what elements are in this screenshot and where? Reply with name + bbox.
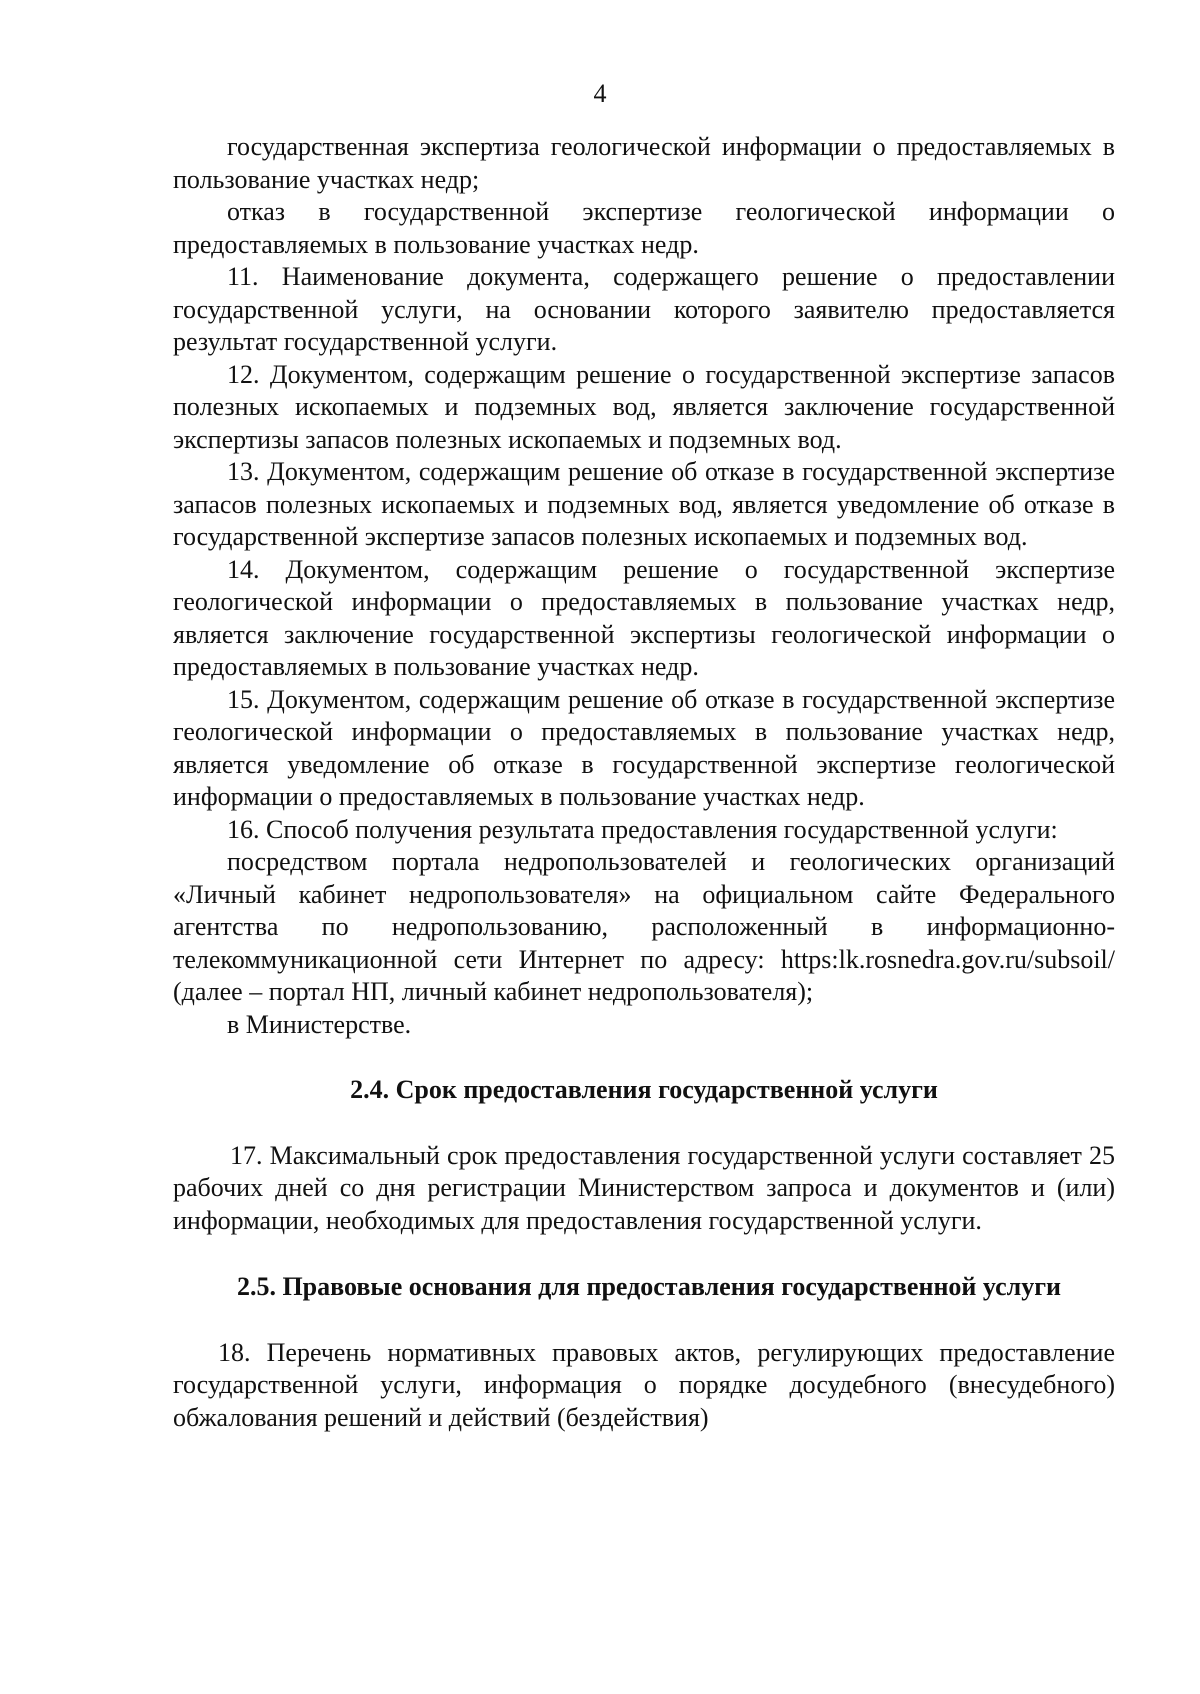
page-number: 4 [593,79,607,108]
paragraph-item-11: 11. Наименование документа, содержащего решение о предоставлении государственной услуги, на основании которого заявителю предоставляется результат государственной услуги. [173,262,1115,356]
document-body [173,131,1115,1434]
paragraph-item-13: 13. Документом, содержащим решение об отказе в государственной экспертизе запасов полезных ископаемых и подземных вод, является уведомление об отказе в государственной экспертизе запасов полезных ископаемых и подземных вод. [173,457,1115,551]
paragraph-item-18: 18. Перечень нормативных правовых актов, регулирующих предоставление государственной услуги, информация о порядке досудебного (внесудебного) обжалования решений и действий (бездействия) [173,1337,1115,1432]
section-heading-2-5: 2.5. Правовые основания для предоставления государственной услуги [236,1272,1062,1301]
paragraph-portal: посредством портала недропользователей и геологических организаций «Личный кабинет недропользователя» на официальном сайте Федерального агентства по недропользованию, расположенный в информационно-телекоммуникационной сети Интернет по адресу: https:lk.rosnedra.gov.ru/subsoil/ (далее – портал НП, личный кабинет недропользователя); [173,847,1115,1006]
paragraph-refusal-geo-info: отказ в государственной экспертизе геологической информации о предоставляемых в пользование участках недр. [173,197,1115,259]
section-heading-2-4: 2.4. Срок предоставления государственной услуги [350,1075,938,1104]
paragraph-ministry: в Министерстве. [227,1009,412,1039]
paragraph-item-17: 17. Максимальный срок предоставления государственной услуги составляет 25 рабочих дней со дня регистрации Министерством запроса и документов и (или) информации, необходимых для предоставления государственной услуги. [173,1140,1115,1235]
paragraph-item-14: 14. Документом, содержащим решение о государственной экспертизе геологической информации о предоставляемых в пользование участках недр, является заключение государственной экспертизы геологической информации о предоставляемых в пользование участках недр. [173,554,1115,681]
paragraph-expertise-geo-info: государственная экспертиза геологической информации о предоставляемых в пользование участках недр; [173,132,1115,194]
paragraph-item-16: 16. Способ получения результата предоставления государственной услуги: [227,814,1058,844]
paragraph-item-12: 12. Документом, содержащим решение о государственной экспертизе запасов полезных ископаемых и подземных вод, является заключение государственной экспертизы запасов полезных ископаемых и подземных вод. [173,359,1115,454]
paragraph-item-15: 15. Документом, содержащим решение об отказе в государственной экспертизе геологической информации о предоставляемых в пользование участках недр, является уведомление об отказе в государственной экспертизе геологической информации о предоставляемых в пользование участках недр. [173,684,1115,811]
